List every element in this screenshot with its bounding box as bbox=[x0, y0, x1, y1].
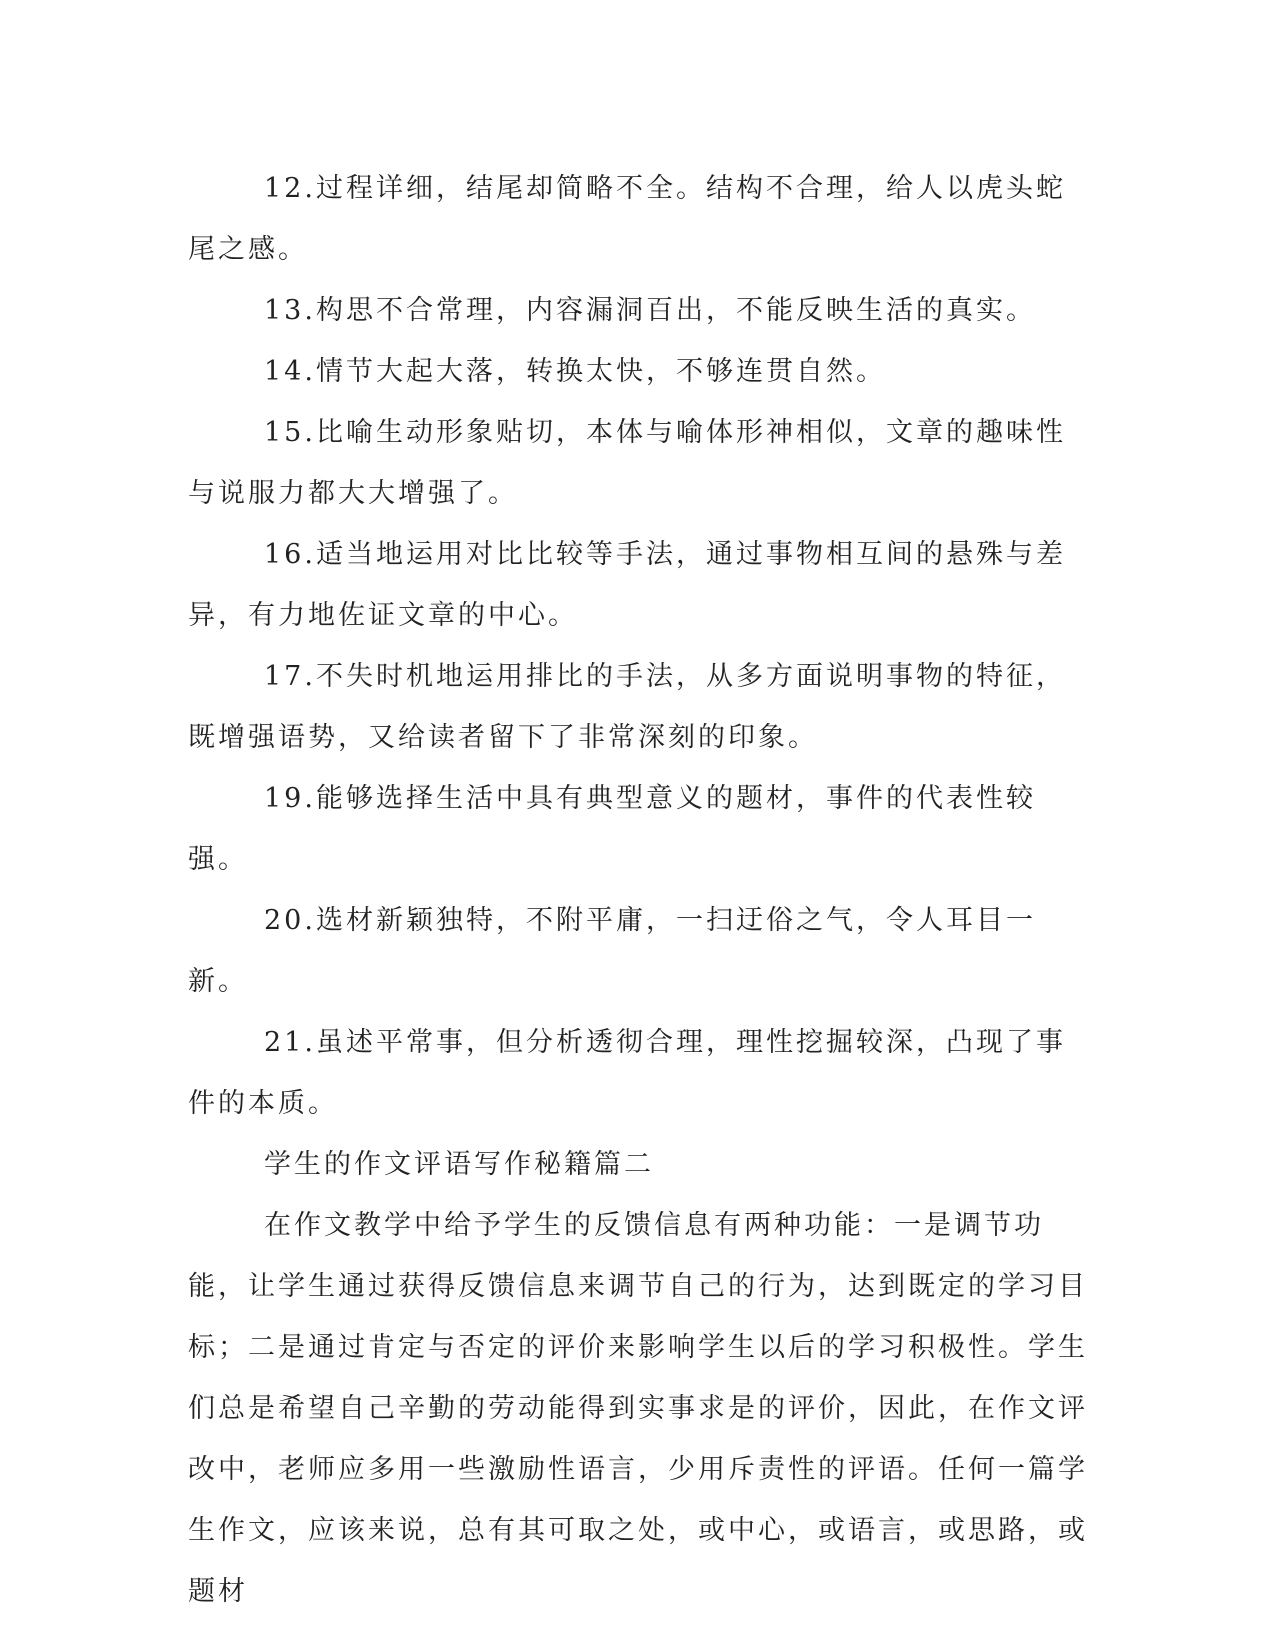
paragraph-item-12: 12.过程详细，结尾却简略不全。结构不合理，给人以虎头蛇尾之感。 bbox=[188, 173, 1066, 265]
body-paragraph: 在作文教学中给予学生的反馈信息有两种功能：一是调节功能，让学生通过获得反馈信息来调节自己的行为，达到既定的学习目标；二是通过肯定与否定的评价来影响学生以后的学习积极性。学生们总是希望自己辛勤的劳动能得到实事求是的评价，因此，在作文评改中，老师应多用一些激励性语言，少用斥责性的评语。任何一篇学生作文，应该来说，总有其可取之处，或中心，或语言，或思路，或题材 bbox=[188, 1210, 1088, 1607]
paragraph-item-14: 14.情节大起大落，转换太快，不够连贯自然。 bbox=[264, 356, 886, 387]
paragraph-item-13: 13.构思不合常理，内容漏洞百出，不能反映生活的真实。 bbox=[264, 295, 1036, 326]
paragraph-item-15: 15.比喻生动形象贴切，本体与喻体形神相似，文章的趣味性与说服力都大大增强了。 bbox=[188, 417, 1066, 509]
paragraph-item-20: 20.选材新颖独特，不附平庸，一扫迂俗之气，令人耳目一新。 bbox=[188, 905, 1036, 997]
section-heading: 学生的作文评语写作秘籍篇二 bbox=[264, 1149, 654, 1180]
paragraph-item-16: 16.适当地运用对比比较等手法，通过事物相互间的悬殊与差异，有力地佐证文章的中心。 bbox=[188, 539, 1066, 631]
paragraph-item-19: 19.能够选择生活中具有典型意义的题材，事件的代表性较强。 bbox=[188, 783, 1036, 875]
paragraph-item-21: 21.虽述平常事，但分析透彻合理，理性挖掘较深，凸现了事件的本质。 bbox=[188, 1027, 1066, 1119]
document-body bbox=[188, 158, 1088, 1622]
paragraph-item-17: 17.不失时机地运用排比的手法，从多方面说明事物的特征，既增强语势，又给读者留下了非常深刻的印象。 bbox=[188, 661, 1066, 753]
